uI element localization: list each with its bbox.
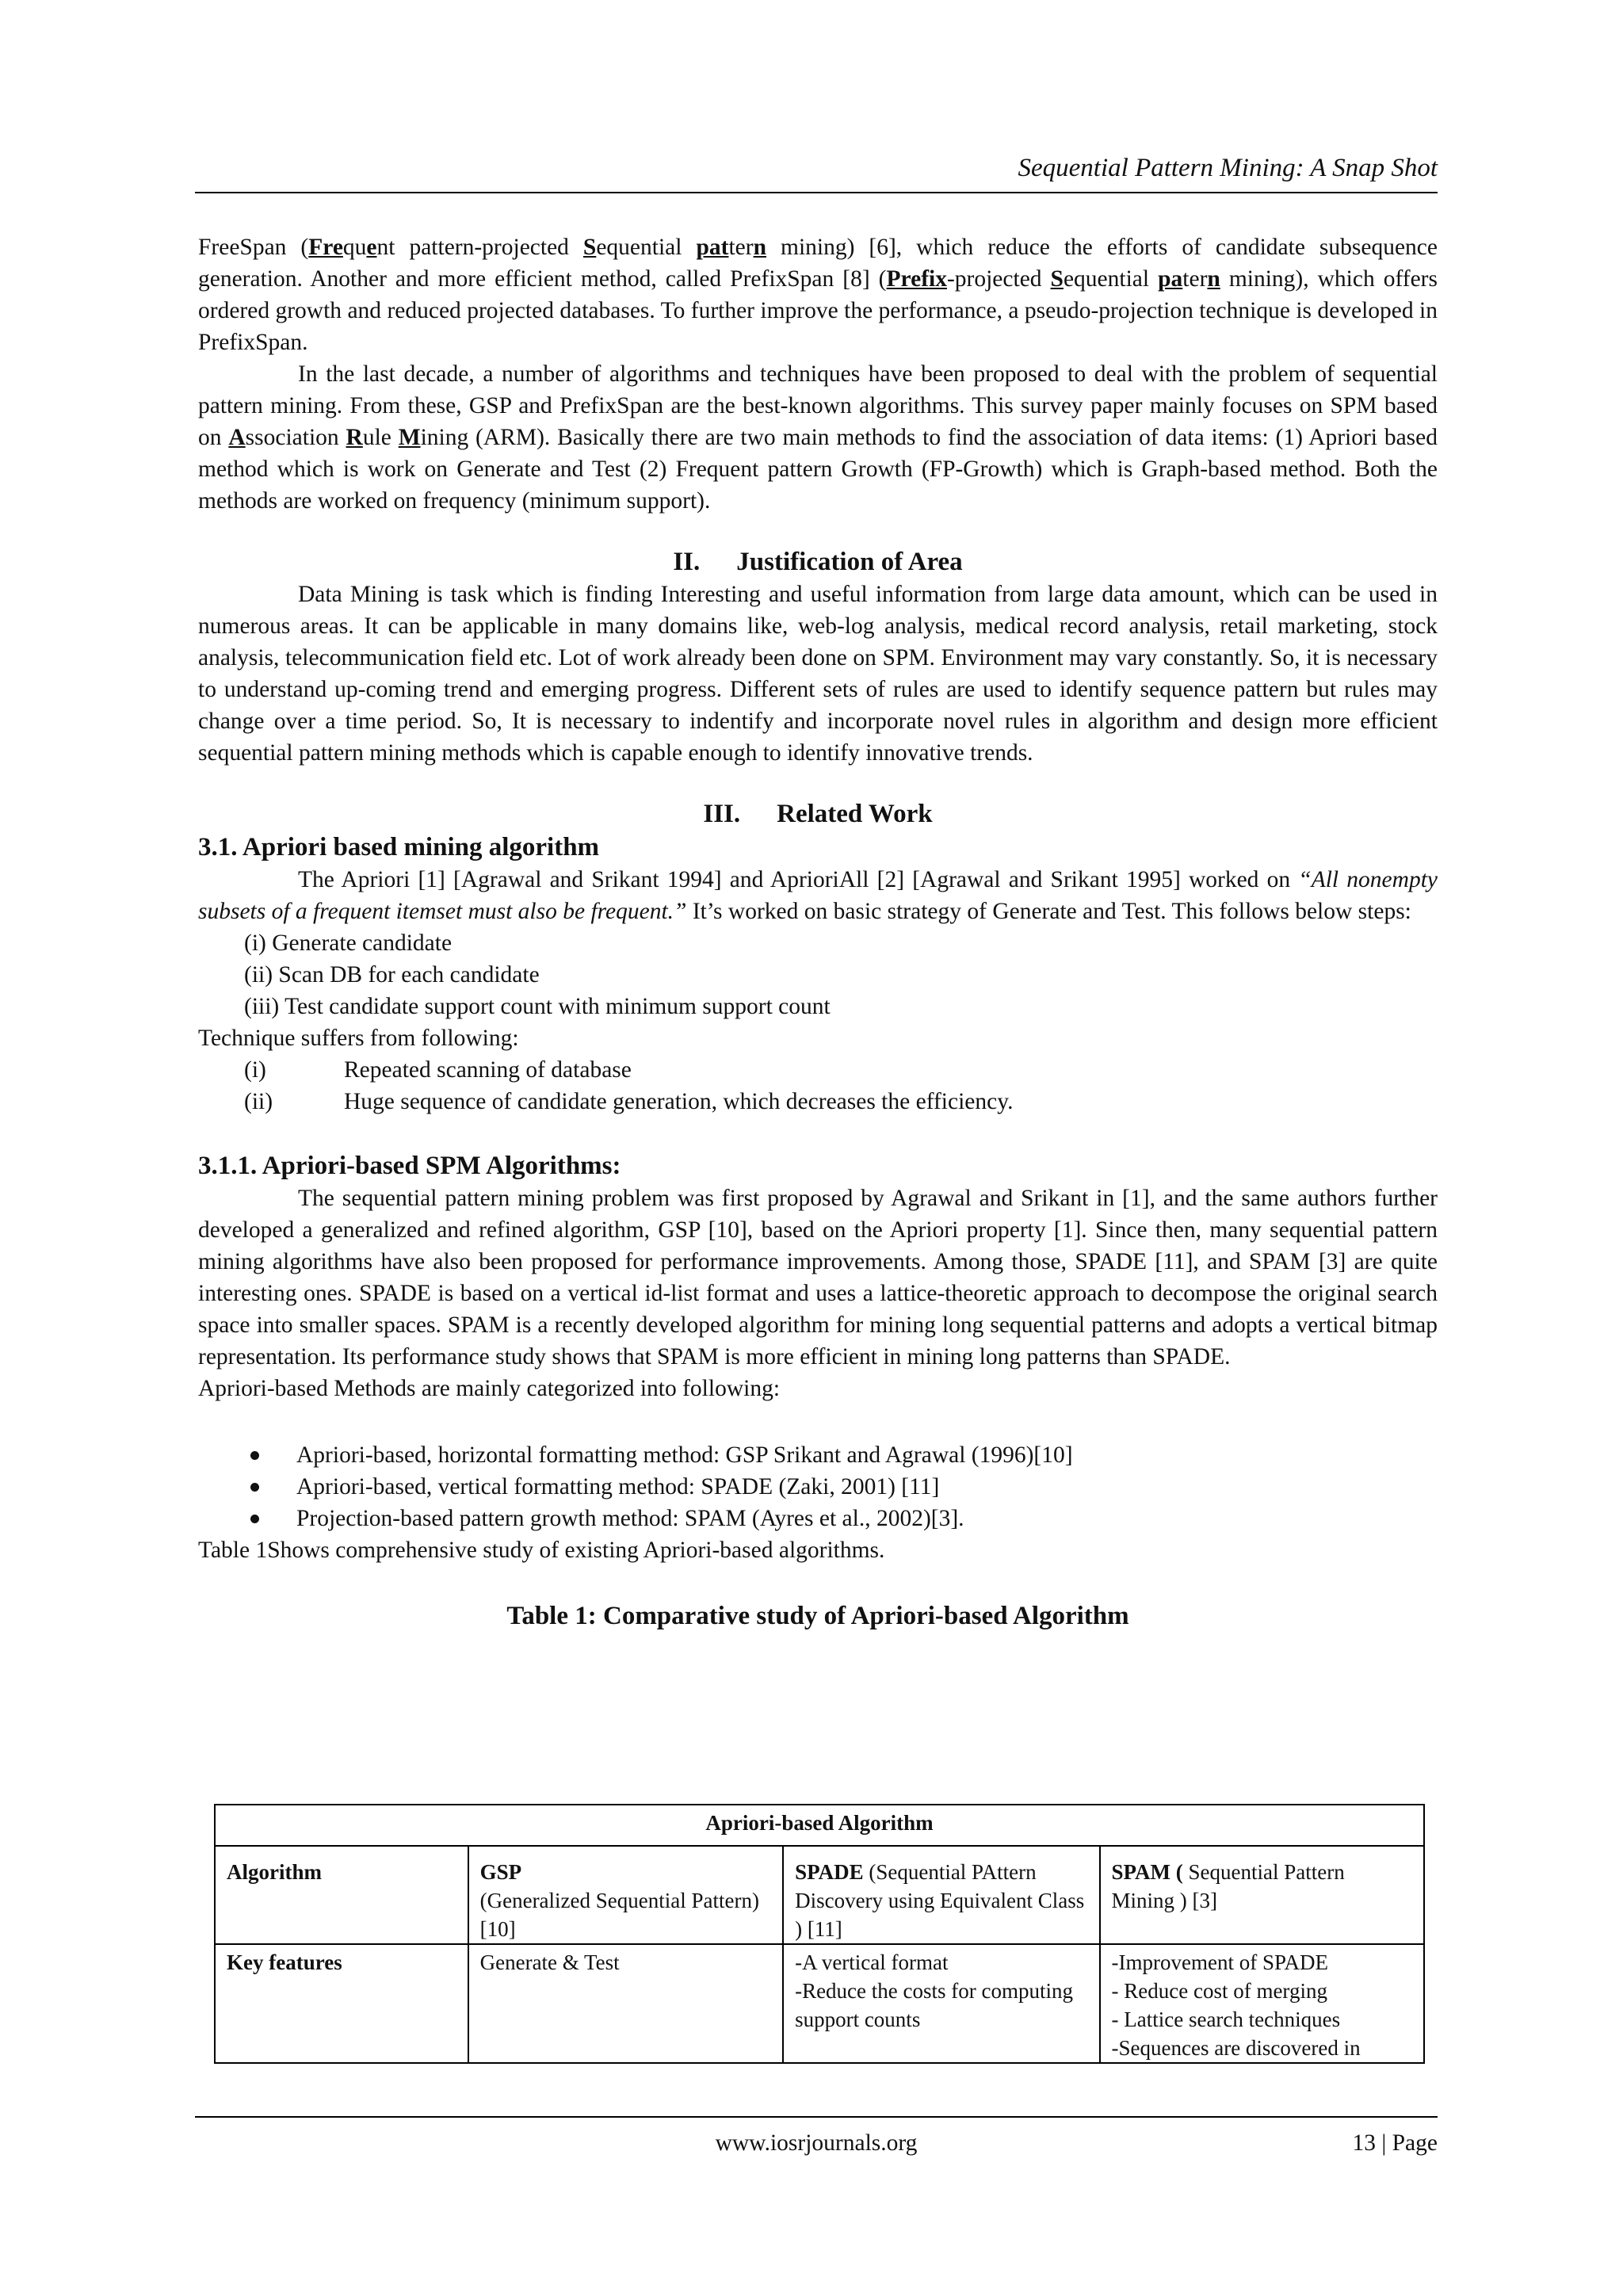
footer-rule [195,2116,1438,2118]
cell-spam-features: -Improvement of SPADE - Reduce cost of merging - Lattice search techniques -Sequences are discovered in [1100,1944,1424,2063]
intro-paragraph-2: In the last decade, a number of algorithms and techniques have been proposed to deal with the problem of sequential pattern mining. From these, GSP and PrefixSpan are the best-known algorithms. This survey paper mainly focuses on SPM based on Association Rule Mining (ARM). Basically there are two main methods to find the association of data items: (1) Apriori based method which is work on Generate and Test (2) Frequent pattern Growth (FP-Growth) which is Graph-based method. Both the methods are worked on frequency (minimum support). [198,361,1438,514]
bullet-item: Projection-based pattern growth method: SPAM (Ayres et al., 2002)[3]. [198,1503,1438,1534]
methods-bullet-list [198,1439,1438,1534]
table-span-header: Apriori-based Algorithm [215,1805,1424,1846]
suffers-list [198,1054,1438,1117]
step-item: (iii) Test candidate support count with minimum support count [244,994,831,1019]
body-text [198,231,1438,1633]
table-row [215,1944,1424,2063]
journal-url[interactable]: www.iosrjournals.org [715,2130,918,2156]
header-rule [195,192,1438,193]
suffers-item: (i) Repeated scanning of database [244,1057,632,1083]
intro-paragraph-1: FreeSpan (Frequent pattern-projected Sequential pattern mining) [6], which reduce the efforts of candidate subsequence generation. Another and more efficient method, called PrefixSpan [8] (Prefix-projected Sequential patern mining), which offers ordered growth and reduced projected databases. To further improve the performance, a pseudo-projection technique is developed in PrefixSpan. [198,235,1438,355]
row-label-algorithm: Algorithm [215,1846,468,1944]
suffers-item: (ii) Huge sequence of candidate generation, which decreases the efficiency. [244,1089,1014,1114]
step-item: (i) Generate candidate [244,930,453,956]
subsection-3-1-paragraph: The Apriori [1] [Agrawal and Srikant 1994] and AprioriAll [2] [Agrawal and Srikant 1995] worked on “All nonempty subsets of a frequent itemset must also be frequent.” It’s worked on basic strategy of Generate and Test. This follows below steps: [198,867,1438,924]
steps-list [198,927,1438,1022]
table-title: Table 1: Comparative study of Apriori-based Algorithm [506,1602,1129,1630]
table-row [215,1846,1424,1944]
step-item: (ii) Scan DB for each candidate [244,962,540,988]
suffers-intro: Technique suffers from following: [198,1026,519,1051]
cell-spade-features: -A vertical format -Reduce the costs for computing support counts [783,1944,1099,2063]
bullet-item: Apriori-based, vertical formatting method: SPADE (Zaki, 2001) [11] [198,1471,1438,1503]
subsection-3-1-heading: 3.1. Apriori based mining algorithm [198,833,600,861]
section-2-heading: II. Justification of Area [673,548,963,576]
running-title: Sequential Pattern Mining: A Snap Shot [1018,154,1438,182]
cell-spade: SPADE (Sequential PAttern Discovery using Equivalent Class ) [11] [783,1846,1099,1944]
section-3-heading: III. Related Work [703,800,933,828]
cell-gsp-features: Generate & Test [468,1944,783,2063]
table-reference: Table 1Shows comprehensive study of existing Apriori-based algorithms. [198,1538,885,1563]
row-label-key-features: Key features [215,1944,468,2063]
cell-spam: SPAM ( Sequential Pattern Mining ) [3] [1100,1846,1424,1944]
bullet-icon [250,1515,259,1523]
categorized-line: Apriori-based Methods are mainly categorized into following: [198,1376,781,1401]
bullet-icon [250,1451,259,1460]
comparison-table [214,1804,1425,2064]
section-2-paragraph: Data Mining is task which is finding Interesting and useful information from large data amount, which can be used in numerous areas. It can be applicable in many domains like, web-log analysis, medical record analysis, retail marketing, stock analysis, telecommunication field etc. Lot of work already been done on SPM. Environment may vary constantly. So, it is necessary to understand up-coming trend and emerging progress. Different sets of rules are used to identify sequence pattern but rules may change over a time period. So, It is necessary to indentify and incorporate novel rules in algorithm and design more efficient sequential pattern mining methods which is capable enough to identify innovative trends. [198,582,1438,766]
table-span-header-row [215,1805,1424,1846]
cell-gsp: GSP (Generalized Sequential Pattern) [10] [468,1846,783,1944]
subsection-3-1-1-paragraph: The sequential pattern mining problem was first proposed by Agrawal and Srikant in [1], and the same authors further developed a generalized and refined algorithm, GSP [10], based on the Apriori property [1]. Since then, many sequential pattern mining algorithms have also been proposed for performance improvements. Among those, SPADE [11], and SPAM [3] are quite interesting ones. SPADE is based on a vertical id-list format and uses a lattice-theoretic approach to decompose the original search space into smaller spaces. SPAM is a recently developed algorithm for mining long sequential patterns and adopts a vertical bitmap representation. Its performance study shows that SPAM is more efficient in mining long patterns than SPADE. [198,1186,1438,1370]
bullet-icon [250,1483,259,1492]
bullet-item: Apriori-based, horizontal formatting method: GSP Srikant and Agrawal (1996)[10] [198,1439,1438,1471]
subsection-3-1-1-heading: 3.1.1. Apriori-based SPM Algorithms: [198,1152,621,1180]
page-number: 13 | Page [1352,2130,1438,2156]
